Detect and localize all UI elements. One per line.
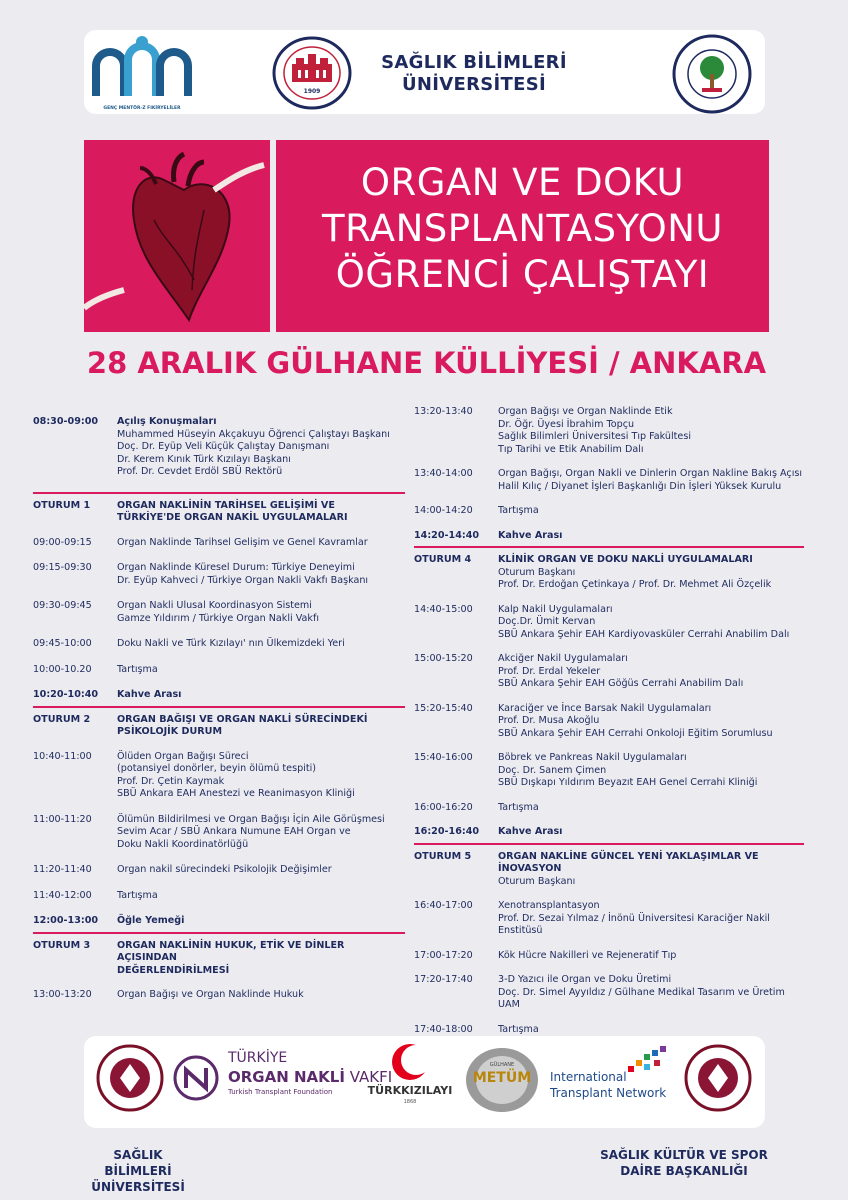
schedule-content xyxy=(117,864,405,877)
schedule-line: Kök Hücre Nakilleri ve Rejeneratif Tıp xyxy=(498,949,677,961)
genc-mentor-logo xyxy=(92,34,192,114)
schedule-row xyxy=(33,814,405,852)
schedule-time: 13:20-13:40 xyxy=(414,406,473,417)
schedule-content xyxy=(498,826,804,839)
footer-university-line1: SAĞLIK BİLİMLERİ xyxy=(104,1148,172,1178)
footer-department-line1: SAĞLIK KÜLTÜR VE SPOR xyxy=(600,1148,768,1162)
program-right-column xyxy=(414,406,804,1073)
schedule-time: 16:00-16:20 xyxy=(414,801,473,813)
break-row xyxy=(414,530,804,543)
university-name xyxy=(364,52,584,96)
schedule-time: OTURUM 2 xyxy=(33,713,91,725)
schedule-time: 10:20-10:40 xyxy=(33,689,99,700)
schedule-content xyxy=(117,814,405,852)
university-name-line2: ÜNİVERSİTESİ xyxy=(402,74,546,95)
schedule-line: Sağlık Bilimleri Üniversitesi Tıp Fakültesi xyxy=(498,431,691,442)
schedule-row xyxy=(33,989,405,1002)
schedule-time: OTURUM 4 xyxy=(414,554,472,565)
schedule-content xyxy=(498,530,804,543)
tonv-logo xyxy=(172,1046,393,1104)
schedule-time: 15:20-15:40 xyxy=(414,702,473,714)
schedule-time: 12:00-13:00 xyxy=(33,915,99,926)
schedule-content xyxy=(498,604,804,642)
schedule-line: KLİNİK ORGAN VE DOKU NAKLİ UYGULAMALARI xyxy=(498,554,753,565)
schedule-line: Organ Nakli Ulusal Koordinasyon Sistemi xyxy=(117,600,312,611)
schedule-content xyxy=(498,851,804,889)
session-header xyxy=(33,492,405,525)
schedule-line: ORGAN NAKLİNE GÜNCEL YENİ YAKLAŞIMLAR VE İNOVASYON xyxy=(498,850,759,874)
schedule-line: Oturum Başkanı xyxy=(498,566,576,578)
schedule-time: 09:45-10:00 xyxy=(33,638,92,649)
schedule-line: Doku Nakli Koordinatörlüğü xyxy=(117,838,249,850)
schedule-time: 15:00-15:20 xyxy=(414,653,473,664)
metum-name: METÜM xyxy=(472,1070,532,1086)
break-row xyxy=(33,689,405,702)
schedule-time: 14:20-14:40 xyxy=(414,529,480,541)
schedule-content xyxy=(117,890,405,903)
schedule-line: SBÜ Ankara Şehir EAH Cerrahi Onkoloji Eğitim Sorumlusu xyxy=(498,727,773,739)
schedule-line: Gamze Yıldırım / Türkiye Organ Nakli Vakfı xyxy=(117,612,320,624)
schedule-line: Halil Kılıç / Diyanet İşleri Başkanlığı Din İşleri Yüksek Kurulu xyxy=(498,480,782,492)
schedule-content xyxy=(117,600,405,625)
schedule-row xyxy=(414,974,804,1012)
schedule-line: Tıp Tarihi ve Etik Anabilim Dalı xyxy=(498,443,644,455)
schedule-line: Doku Nakli ve Türk Kızılayı' nın Ülkemizdeki Yeri xyxy=(117,638,345,649)
schedule-content xyxy=(117,500,405,525)
genc-mentor-mark-icon xyxy=(92,34,192,100)
schedule-line: SBÜ Ankara Şehir EAH Kardiyovasküler Cerrahi Anabilim Dalı xyxy=(498,628,790,640)
schedule-row xyxy=(33,890,405,903)
itn-line2: Transplant Network xyxy=(550,1086,667,1100)
schedule-line: Prof. Dr. Musa Akoğlu xyxy=(498,715,600,726)
itn-logo xyxy=(550,1046,676,1106)
schedule-line: Doç. Dr. Simel Ayyıldız / Gülhane Medikal Tasarım ve Üretim UAM xyxy=(498,986,785,1010)
schedule-line: PSİKOLOJİK DURUM xyxy=(117,726,222,737)
schedule-line: Prof. Dr. Erdoğan Çetinkaya / Prof. Dr. Mehmet Ali Özçelik xyxy=(498,579,772,590)
schedule-row xyxy=(33,664,405,677)
schedule-line: TÜRKİYE'DE ORGAN NAKİL UYGULAMALARI xyxy=(117,512,348,523)
schedule-row xyxy=(33,562,405,587)
program-left-column xyxy=(33,416,405,1015)
schedule-time: 11:40-12:00 xyxy=(33,889,92,901)
event-date-location: 28 ARALIK GÜLHANE KÜLLİYESİ / ANKARA xyxy=(86,346,767,380)
schedule-line: Prof. Dr. Sezai Yılmaz / İnönü Üniversitesi Karaciğer Nakil Enstitüsü xyxy=(498,912,770,936)
event-title-line1: ORGAN VE DOKU xyxy=(360,161,685,204)
schedule-line: SBÜ Dışkapı Yıldırım Beyazıt EAH Genel Cerrahi Kliniği xyxy=(498,777,758,788)
schedule-line: (potansiyel donörler, beyin ölümü tespiti) xyxy=(117,763,316,774)
metum-logo xyxy=(462,1042,542,1114)
schedule-time: 16:40-17:00 xyxy=(414,900,473,911)
schedule-line: Tartışma xyxy=(498,1023,539,1035)
schedule-time: 17:40-18:00 xyxy=(414,1023,473,1035)
schedule-content xyxy=(498,554,804,592)
footer-department xyxy=(594,1147,774,1179)
schedule-line: Akciğer Nakil Uygulamaları xyxy=(498,653,628,664)
schedule-row xyxy=(414,1024,804,1037)
schedule-time: OTURUM 3 xyxy=(33,939,91,951)
schedule-content xyxy=(117,416,405,479)
tonv-line2b: VAKFI xyxy=(344,1068,393,1086)
schedule-line: Organ Bağışı ve Organ Naklinde Etik xyxy=(498,406,673,417)
schedule-content xyxy=(117,940,405,978)
schedule-line: Dr. Kerem Kınık Türk Kızılayı Başkanı xyxy=(117,453,291,465)
univ-seal-logo xyxy=(272,36,352,110)
schedule-content xyxy=(117,537,405,550)
schedule-row xyxy=(414,505,804,518)
schedule-content xyxy=(498,406,804,456)
schedule-line: Ölüden Organ Bağışı Süreci xyxy=(117,750,249,762)
event-title-line3: ÖĞRENCİ ÇALIŞTAYI xyxy=(335,253,710,296)
schedule-content xyxy=(117,689,405,702)
schedule-time: 09:00-09:15 xyxy=(33,536,92,548)
university-name-line1: SAĞLIK BİLİMLERİ xyxy=(381,52,567,73)
schedule-line: Prof. Dr. Çetin Kaymak xyxy=(117,775,225,787)
schedule-line: DEĞERLENDİRİLMESİ xyxy=(117,964,230,976)
schedule-content xyxy=(117,638,405,651)
metum-top-text: GÜLHANE xyxy=(489,1062,515,1068)
etik-club-logo xyxy=(672,34,752,114)
schedule-line: Böbrek ve Pankreas Nakil Uygulamaları xyxy=(498,752,687,763)
tonv-line3: Turkish Transplant Foundation xyxy=(228,1088,333,1096)
schedule-line: Kahve Arası xyxy=(117,689,182,700)
break-row xyxy=(33,915,405,928)
tonv-line2a: ORGAN NAKLİ xyxy=(228,1068,345,1086)
schedule-time: 09:15-09:30 xyxy=(33,562,92,573)
schedule-line: Karaciğer ve İnce Barsak Nakil Uygulamaları xyxy=(498,702,712,714)
schedule-content xyxy=(498,1024,804,1037)
schedule-content xyxy=(498,950,804,963)
schedule-row xyxy=(414,406,804,456)
schedule-line: Sevim Acar / SBÜ Ankara Numune EAH Organ ve xyxy=(117,826,351,837)
schedule-line: Dr. Öğr. Üyesi İbrahim Topçu xyxy=(498,418,635,430)
schedule-content xyxy=(498,802,804,815)
schedule-time: 17:20-17:40 xyxy=(414,974,473,985)
schedule-line: Organ Bağışı, Organ Nakli ve Dinlerin Organ Nakline Bakış Açısı xyxy=(498,468,803,479)
footer-university-line2: ÜNİVERSİTESİ xyxy=(91,1180,185,1194)
schedule-time: 08:30-09:00 xyxy=(33,416,99,427)
schedule-time: 11:00-11:20 xyxy=(33,813,92,825)
sbu-seal-left-icon xyxy=(96,1042,164,1114)
schedule-line: 3-D Yazıcı ile Organ ve Doku Üretimi xyxy=(498,974,672,985)
univ-seal-year: 1909 xyxy=(303,88,321,95)
banner-heart-illustration xyxy=(84,140,270,332)
schedule-row xyxy=(414,468,804,493)
schedule-content xyxy=(498,653,804,691)
schedule-time: 09:30-09:45 xyxy=(33,600,92,611)
kizilay-year: 1868 xyxy=(403,1099,417,1105)
session-header xyxy=(414,843,804,889)
schedule-time: 13:40-14:00 xyxy=(414,468,473,479)
schedule-time: 17:00-17:20 xyxy=(414,949,473,961)
break-row xyxy=(414,826,804,839)
session-header xyxy=(414,546,804,592)
schedule-row xyxy=(414,752,804,790)
kizilay-name: TÜRKKIZILAYI xyxy=(367,1084,453,1097)
event-title xyxy=(276,160,769,298)
schedule-content xyxy=(117,664,405,677)
schedule-line: Organ Naklinde Tarihsel Gelişim ve Genel Kavramlar xyxy=(117,536,368,548)
schedule-row xyxy=(33,416,405,479)
schedule-content xyxy=(117,562,405,587)
schedule-time: 15:40-16:00 xyxy=(414,752,473,763)
schedule-line: Organ Naklinde Küresel Durum: Türkiye Deneyimi xyxy=(117,562,355,573)
schedule-row xyxy=(414,604,804,642)
schedule-line: Prof. Dr. Cevdet Erdöl SBÜ Rektörü xyxy=(117,466,283,477)
schedule-row xyxy=(33,638,405,651)
schedule-line: Organ nakil sürecindeki Psikolojik Değişimler xyxy=(117,864,332,875)
etik-club-seal-icon xyxy=(672,34,752,114)
schedule-content xyxy=(117,989,405,1002)
schedule-line: Xenotransplantasyon xyxy=(498,900,600,911)
schedule-row xyxy=(414,802,804,815)
schedule-time: 10:00-10.20 xyxy=(33,663,92,675)
schedule-content xyxy=(498,468,804,493)
univ-seal-icon xyxy=(272,36,352,110)
schedule-row xyxy=(33,751,405,801)
schedule-line: SBÜ Ankara Şehir EAH Göğüs Cerrahi Anabilim Dalı xyxy=(498,678,744,689)
schedule-line: Tartışma xyxy=(117,663,158,675)
sbu-seal-left-logo xyxy=(96,1042,164,1114)
schedule-line: Doç.Dr. Ümit Kervan xyxy=(498,616,596,627)
tonv-line1: TÜRKİYE xyxy=(228,1050,288,1066)
schedule-row xyxy=(414,653,804,691)
footer-department-line2: DAİRE BAŞKANLIĞI xyxy=(620,1164,748,1178)
kizilay-logo xyxy=(366,1042,454,1114)
schedule-content xyxy=(117,714,405,739)
tonv-mark-icon xyxy=(172,1054,220,1102)
schedule-time: 11:20-11:40 xyxy=(33,864,92,875)
genc-mentor-caption: GENÇ MENTÖR-Z FIKİRYELİLER xyxy=(103,106,181,111)
schedule-line: ORGAN NAKLİNİN HUKUK, ETİK VE DİNLER AÇISINDAN xyxy=(117,939,345,963)
sbu-seal-right-icon xyxy=(684,1042,752,1114)
sbu-seal-right-logo xyxy=(684,1042,752,1114)
schedule-row xyxy=(33,864,405,877)
schedule-content xyxy=(498,900,804,938)
schedule-content xyxy=(498,974,804,1012)
heart-illustration-icon xyxy=(84,140,270,332)
schedule-content xyxy=(117,751,405,801)
schedule-line: Kalp Nakil Uygulamaları xyxy=(498,603,613,615)
footer-university xyxy=(78,1147,198,1195)
schedule-line: Ölümün Bildirilmesi ve Organ Bağışı İçin Aile Görüşmesi xyxy=(117,813,385,825)
schedule-content xyxy=(498,703,804,741)
schedule-line: Öğle Yemeği xyxy=(117,915,185,926)
schedule-line: Oturum Başkanı xyxy=(498,875,576,887)
schedule-line: Prof. Dr. Erdal Yekeler xyxy=(498,665,601,677)
schedule-line: Kahve Arası xyxy=(498,826,563,837)
schedule-time: 16:20-16:40 xyxy=(414,826,480,837)
schedule-line: Tartışma xyxy=(498,505,539,516)
schedule-line: Açılış Konuşmaları xyxy=(117,416,217,427)
schedule-time: OTURUM 5 xyxy=(414,850,472,862)
schedule-line: Tartışma xyxy=(117,889,158,901)
red-crescent-icon xyxy=(390,1042,430,1082)
schedule-row xyxy=(33,600,405,625)
schedule-line: Doç. Dr. Eyüp Veli Küçük Çalıştay Danışmanı xyxy=(117,441,330,452)
schedule-row xyxy=(33,537,405,550)
schedule-row xyxy=(414,900,804,938)
schedule-time: 10:40-11:00 xyxy=(33,750,92,762)
schedule-line: ORGAN NAKLİNİN TARİHSEL GELİŞİMİ VE xyxy=(117,499,335,511)
itn-line1: International xyxy=(550,1070,627,1084)
schedule-row xyxy=(414,950,804,963)
schedule-time: 14:00-14:20 xyxy=(414,505,473,516)
schedule-line: ORGAN BAĞIŞI VE ORGAN NAKLİ SÜRECİNDEKİ xyxy=(117,713,368,725)
schedule-time: 13:00-13:20 xyxy=(33,989,92,1000)
schedule-time: 14:40-15:00 xyxy=(414,603,473,615)
schedule-line: Muhammed Hüseyin Akçakuyu Öğrenci Çalıştayı Başkanı xyxy=(117,428,390,440)
schedule-line: Organ Bağışı ve Organ Naklinde Hukuk xyxy=(117,989,304,1000)
schedule-content xyxy=(498,505,804,518)
event-title-line2: TRANSPLANTASYONU xyxy=(321,207,724,250)
schedule-line: Kahve Arası xyxy=(498,529,563,541)
schedule-line: Dr. Eyüp Kahveci / Türkiye Organ Nakli Vakfı Başkanı xyxy=(117,574,369,586)
schedule-line: Doç. Dr. Sanem Çimen xyxy=(498,764,607,776)
schedule-line: Tartışma xyxy=(498,801,539,813)
schedule-row xyxy=(414,703,804,741)
session-header xyxy=(33,706,405,739)
itn-mosaic-icon xyxy=(628,1046,672,1076)
schedule-line: SBÜ Ankara EAH Anestezi ve Reanimasyon Kliniği xyxy=(117,788,355,799)
schedule-content xyxy=(117,915,405,928)
session-header xyxy=(33,932,405,978)
schedule-content xyxy=(498,752,804,790)
schedule-time: OTURUM 1 xyxy=(33,499,91,511)
